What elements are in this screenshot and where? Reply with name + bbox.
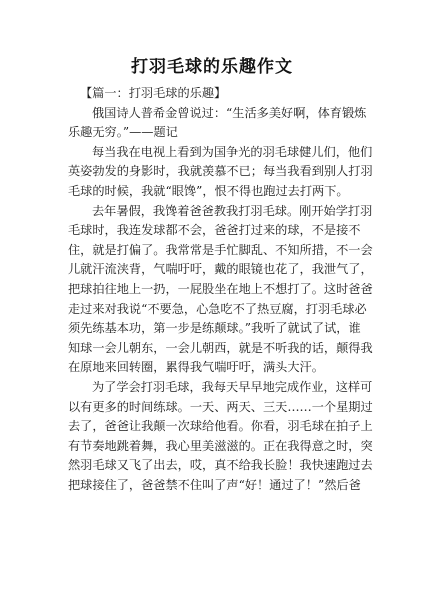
text-line: 英姿勃发的身影时，我就羡慕不已；每当我看到别人打羽	[68, 164, 373, 179]
text-line: 去了，爸爸让我颠一次球给他看。你看，羽毛球在拍子上	[68, 419, 373, 434]
text-line: 为了学会打羽毛球，我每天早早地完成作业，这样可	[92, 379, 373, 394]
text-line: 在原地来回转圈，累得我气喘吁吁，满头大汗。	[68, 360, 324, 375]
text-line: 俄国诗人普希金曾说过：“生活多美好啊，体育锻炼	[92, 105, 367, 120]
text-line: 把球接住了，爸爸禁不住叫了声“好！通过了！”然后爸	[68, 477, 361, 492]
page-title: 打羽毛球的乐趣作文	[131, 57, 293, 77]
text-line: 毛球时，我连发球都不会，爸爸打过来的球，不是接不	[68, 223, 361, 238]
text-line: 走过来对我说“不要急，心急吃不了热豆腐，打羽毛球必	[68, 301, 367, 316]
text-line: 把球拍往地上一扔，一屁股坐在地上不想打了。这时爸爸	[68, 281, 373, 296]
text-line: 须先练基本功，第一步是练颠球。”我听了就试了试，谁	[68, 321, 361, 336]
text-line: 乐趣无穷。”——题记	[68, 125, 178, 140]
text-line: 有节奏地跳着舞，我心里美滋滋的。正在我得意之时，突	[68, 438, 373, 453]
text-line: 然羽毛球又飞了出去，哎，真不给我长脸！我快速跑过去	[68, 458, 373, 473]
essay-body	[68, 84, 373, 495]
text-line: 去年暑假，我馋着爸爸教我打羽毛球。刚开始学打羽	[92, 203, 373, 218]
text-line: 以有更多的时间练球。一天、两天、三天……一个星期过	[68, 399, 373, 414]
text-line: 知球一会儿朝东，一会儿朝西，就是不听我的话，颠得我	[68, 340, 373, 355]
text-line: 每当我在电视上看到为国争光的羽毛球健儿们，他们	[92, 144, 373, 159]
text-line: 住，就是打偏了。我常常是手忙脚乱、不知所措，不一会	[68, 242, 373, 257]
section-heading: 【篇一：打羽毛球的乐趣】	[80, 86, 227, 100]
text-line: 儿就汗流浃背，气喘吁吁，戴的眼镜也花了，我泄气了，	[68, 262, 373, 277]
text-line: 毛球的时候，我就“眼馋”，恨不得也跑过去打两下。	[68, 183, 349, 198]
